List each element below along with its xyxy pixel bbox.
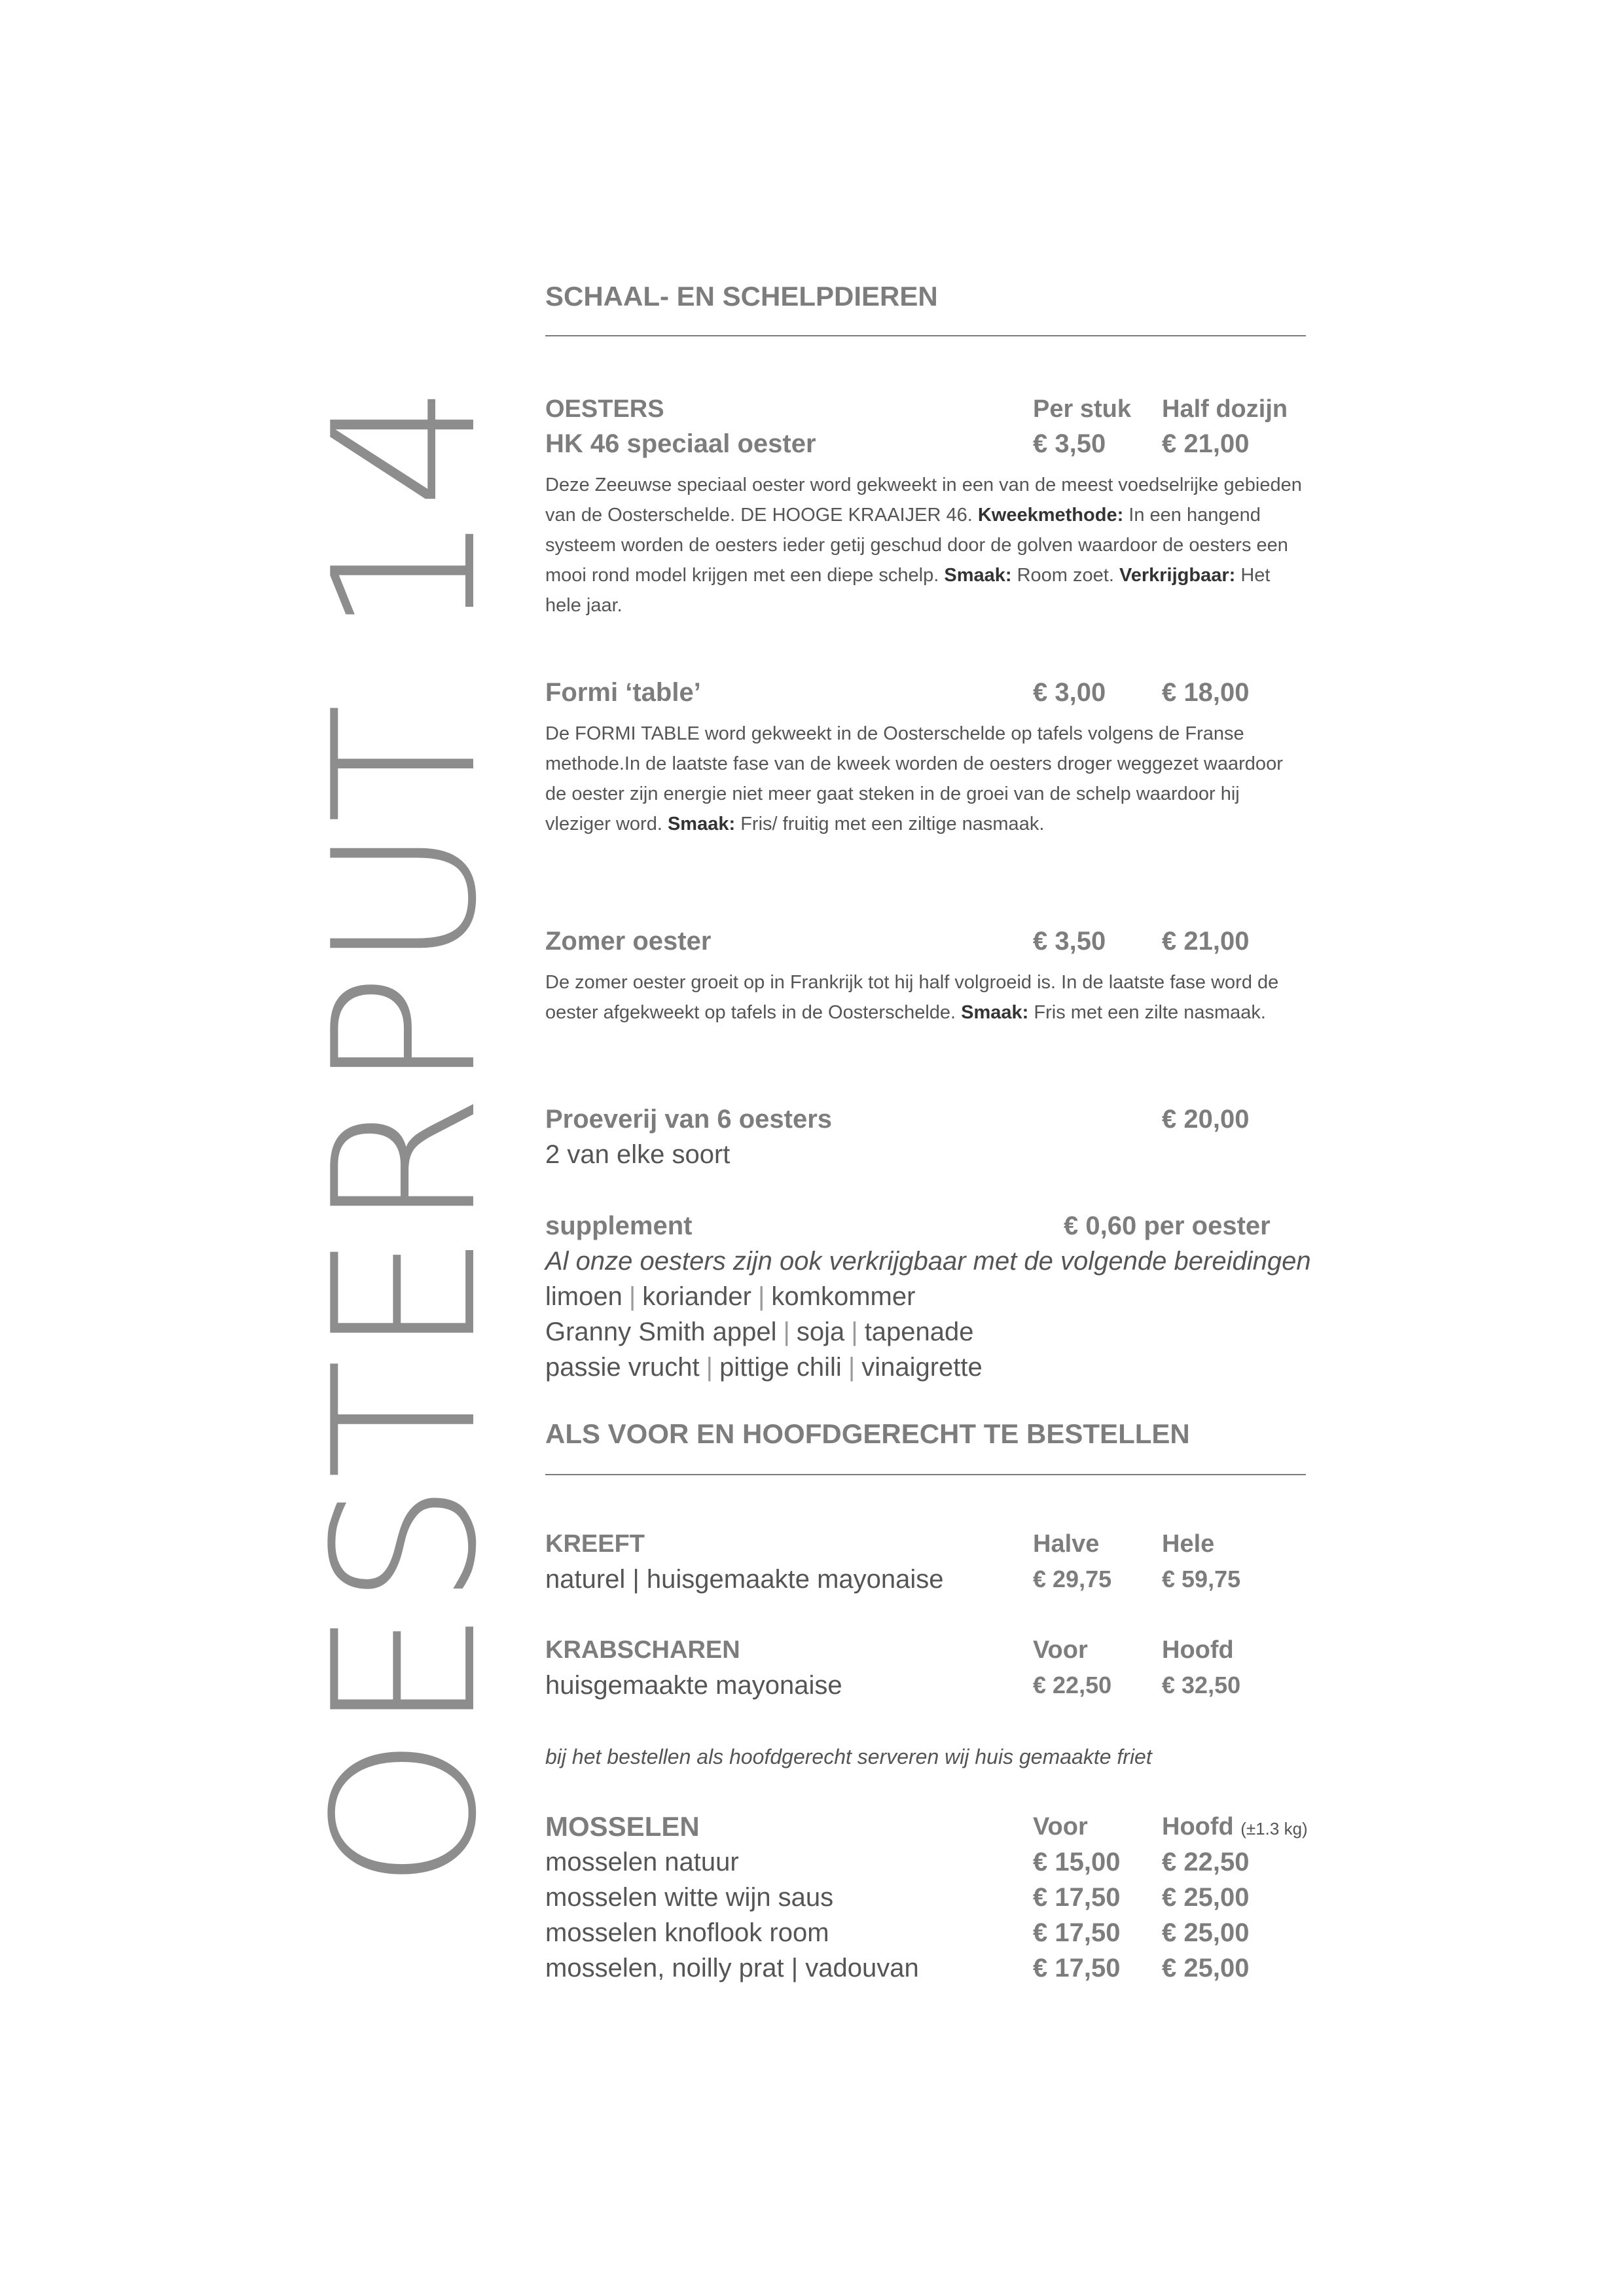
supplement-row — [545, 1208, 1306, 1244]
col-half-dozen: Half dozijn — [1162, 395, 1288, 423]
menu-page — [545, 0, 1311, 2296]
item-name: Zomer oester — [545, 927, 712, 956]
section-title: ALS VOOR EN HOOFDGERECHT TE BESTELLEN — [545, 1418, 1190, 1449]
item-price-piece: € 3,50 — [1033, 927, 1106, 956]
section-title: SCHAAL- EN SCHELPDIEREN — [545, 281, 938, 312]
item-description: Deze Zeeuwse speciaal oester word gekweekt in een van de meest voedselrijke gebieden van de Oosterschelde. DE HOOGE KRAAIJER 46. Kweekmethode: In een hangend systeem worden de oesters ieder getij geschud door de golven waardoor de oesters een mooi rond model krijgen met een diepe schelp. Smaak: Room zoet. Verkrijgbaar: Het hele jaar. — [545, 475, 1302, 616]
item-price-piece: € 3,00 — [1033, 678, 1106, 707]
fries-note: bij het bestellen als hoofdgerecht serveren wij huis gemaakte friet — [545, 1745, 1152, 1768]
oysters-header-row — [545, 391, 1306, 427]
section-rule — [545, 335, 1306, 336]
menu-item-row — [545, 1915, 1306, 1950]
item-price-whole: € 59,75 — [1162, 1566, 1241, 1592]
item-name: huisgemaakte mayonaise — [545, 1671, 842, 1700]
item-name: HK 46 speciaal oester — [545, 429, 816, 458]
mussels-heading: MOSSELEN — [545, 1811, 700, 1842]
col-half: Halve — [1033, 1530, 1100, 1558]
col-whole: Hele — [1162, 1530, 1215, 1558]
item-price-half-dozen: € 18,00 — [1162, 678, 1250, 707]
item-price-main: € 25,00 — [1162, 1954, 1250, 1982]
weight-note: (±1.3 kg) — [1240, 1819, 1308, 1839]
item-price-half-dozen: € 21,00 — [1162, 429, 1250, 458]
col-per-piece: Per stuk — [1033, 395, 1131, 423]
tasting-row — [545, 1102, 1306, 1137]
menu-item-row — [545, 1668, 1306, 1703]
item-price-half: € 29,75 — [1033, 1566, 1112, 1592]
lobster-heading: KREEFT — [545, 1530, 645, 1558]
menu-item-row — [545, 1844, 1306, 1880]
item-price-starter: € 17,50 — [1033, 1954, 1121, 1982]
item-price-half-dozen: € 21,00 — [1162, 927, 1250, 956]
col-main: Hoofd (±1.3 kg) — [1162, 1813, 1308, 1840]
oysters-heading: OESTERS — [545, 395, 664, 423]
preparation-line: limoen | koriander | komkommer — [545, 1282, 916, 1311]
item-description: De zomer oester groeit op in Frankrijk tot hij half volgroeid is. In de laatste fase word de oester afgekweekt op tafels in de Oosterschelde. Smaak: Fris met een zilte nasmaak. — [545, 972, 1279, 1023]
item-name: mosselen knoflook room — [545, 1918, 829, 1947]
col-starter: Voor — [1033, 1636, 1088, 1664]
section-rule — [545, 1474, 1306, 1475]
supplement-note: Al onze oesters zijn ook verkrijgbaar met de volgende bereidingen — [545, 1247, 1311, 1276]
crab-heading: KRABSCHAREN — [545, 1636, 740, 1664]
crab-header-row — [545, 1632, 1306, 1668]
col-main: Hoofd — [1162, 1636, 1234, 1664]
item-price-main: € 25,00 — [1162, 1883, 1250, 1912]
item-price-starter: € 17,50 — [1033, 1883, 1121, 1912]
item-price-starter: € 17,50 — [1033, 1918, 1121, 1947]
item-description: De FORMI TABLE word gekweekt in de Oosterschelde op tafels volgens de Franse methode.In de laatste fase van de kweek worden de oesters droger weggezet waardoor de oester zijn energie niet meer gaat steken in de groei van de schelp waardoor hij vleziger word. Smaak: Fris/ fruitig met een ziltige nasmaak. — [545, 723, 1283, 834]
supplement-price: € 0,60 per oester — [1064, 1211, 1271, 1240]
supplement-name: supplement — [545, 1211, 693, 1240]
col-starter: Voor — [1033, 1813, 1088, 1840]
preparation-line: passie vrucht | pittige chili | vinaigrette — [545, 1353, 983, 1382]
item-price-piece: € 3,50 — [1033, 429, 1106, 458]
lobster-header-row — [545, 1526, 1306, 1562]
item-price-starter: € 15,00 — [1033, 1848, 1121, 1876]
tasting-price: € 20,00 — [1162, 1105, 1250, 1134]
menu-item-row — [545, 1562, 1306, 1597]
item-price-starter: € 22,50 — [1033, 1672, 1112, 1698]
item-name: mosselen natuur — [545, 1848, 739, 1876]
tasting-sub: 2 van elke soort — [545, 1140, 731, 1169]
item-name: mosselen, noilly prat | vadouvan — [545, 1954, 919, 1982]
item-name: naturel | huisgemaakte mayonaise — [545, 1565, 944, 1594]
section-heading-shellfish — [545, 283, 1306, 310]
side-title: OESTERPUT 14 — [291, 380, 520, 1891]
menu-item-row — [545, 426, 1306, 461]
item-name: mosselen witte wijn saus — [545, 1883, 834, 1912]
section-heading-main-courses — [545, 1420, 1306, 1448]
preparation-line: Granny Smith appel | soja | tapenade — [545, 1318, 974, 1346]
menu-item-row — [545, 675, 1306, 710]
tasting-name: Proeverij van 6 oesters — [545, 1105, 833, 1134]
item-price-main: € 22,50 — [1162, 1848, 1250, 1876]
item-price-main: € 32,50 — [1162, 1672, 1241, 1698]
menu-item-row — [545, 1950, 1306, 1986]
menu-item-row — [545, 1880, 1306, 1915]
item-price-main: € 25,00 — [1162, 1918, 1250, 1947]
item-name: Formi ‘table’ — [545, 678, 701, 707]
menu-item-row — [545, 924, 1306, 959]
mussels-header-row — [545, 1809, 1306, 1844]
